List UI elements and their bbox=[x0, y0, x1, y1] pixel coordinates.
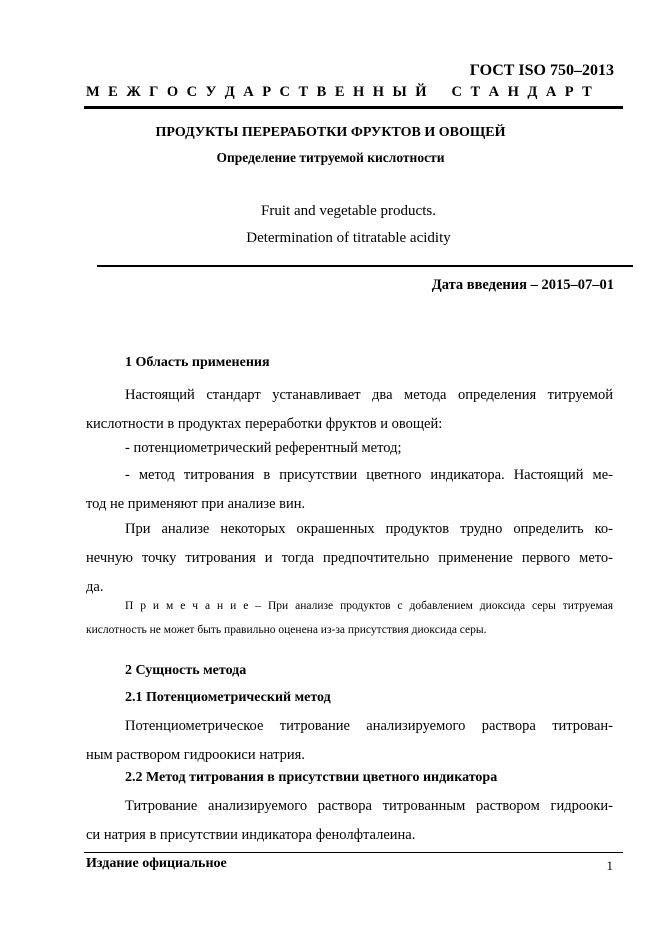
english-title-line2: Determination of titratable acidity bbox=[246, 230, 451, 246]
banner-letter: Н bbox=[352, 84, 365, 100]
effective-date: Дата введения – 2015–07–01 bbox=[431, 277, 614, 293]
banner-letter: Р bbox=[262, 84, 272, 100]
banner-letter: Д bbox=[527, 84, 538, 100]
text-line: Настоящий стандарт устанавливает два метода определения титруемой bbox=[125, 387, 613, 403]
banner-letter: А bbox=[243, 84, 254, 100]
section-1-heading: 1 Область применения bbox=[125, 355, 270, 370]
section-2-2-text bbox=[86, 792, 613, 850]
banner-letter: С bbox=[279, 84, 291, 100]
banner-letter: А bbox=[488, 84, 500, 100]
banner-letter: Ж bbox=[126, 84, 141, 100]
section-2-2-heading: 2.2 Метод титрования в присутствии цветного индикатора bbox=[125, 770, 498, 785]
banner-letter: Д bbox=[224, 84, 235, 100]
text-line: тод не применяют при анализе вин. bbox=[86, 496, 306, 512]
banner-letter: Й bbox=[415, 84, 427, 100]
text-line: кислотности в продуктах переработки фруктов и овощей: bbox=[86, 416, 443, 432]
note-label: П р и м е ч а н и е bbox=[125, 600, 249, 612]
banner-letter: Т bbox=[298, 84, 309, 100]
page-number: 1 bbox=[606, 858, 613, 873]
text-line: да. bbox=[86, 579, 104, 595]
document-subtitle: Определение титруемой кислотности bbox=[216, 150, 445, 165]
footer-rule bbox=[84, 852, 623, 853]
banner-letter: Р bbox=[564, 84, 574, 100]
list-item-color-indicator bbox=[86, 461, 613, 519]
section-2-1-text bbox=[86, 712, 613, 770]
banner-letter: С bbox=[186, 84, 198, 100]
banner-letter: С bbox=[451, 84, 462, 100]
title-rule bbox=[97, 265, 633, 267]
banner-letter: Н bbox=[507, 84, 519, 100]
note-line-1 bbox=[86, 594, 613, 618]
text-line: нечную точку титрования и тогда предпочтительно применение первого мето- bbox=[86, 550, 613, 566]
section-2-1-heading: 2.1 Потенциометрический метод bbox=[125, 690, 331, 705]
banner-letter: Г bbox=[149, 84, 159, 100]
banner-letter: Н bbox=[372, 84, 385, 100]
text-line: Потенциометрическое титрование анализируемого раствора титрован- bbox=[125, 718, 613, 734]
banner-letter: Ы bbox=[392, 84, 407, 100]
banner-letter: А bbox=[545, 84, 557, 100]
header-rule bbox=[84, 106, 623, 109]
text-line: - метод титрования в присутствии цветного индикатора. Настоящий ме- bbox=[125, 467, 613, 483]
section-1-paragraph-1 bbox=[86, 381, 613, 439]
banner-letter: В bbox=[316, 84, 327, 100]
english-title-line1: Fruit and vegetable products. bbox=[261, 203, 436, 219]
note-line-2: кислотность не может быть правильно оценена из-за присутствия диоксида серы. bbox=[86, 624, 487, 636]
note bbox=[86, 594, 613, 642]
banner-letter: О bbox=[166, 84, 179, 100]
document-title: ПРОДУКТЫ ПЕРЕРАБОТКИ ФРУКТОВ И ОВОЩЕЙ bbox=[155, 125, 506, 140]
banner-letter: Е bbox=[334, 84, 345, 100]
list-item-potentiometric bbox=[86, 434, 613, 463]
banner-letter: М bbox=[86, 84, 100, 100]
text-line: - потенциометрический референтный метод; bbox=[125, 440, 402, 456]
banner-letter: Т bbox=[470, 84, 481, 100]
gost-number: ГОСТ ISO 750–2013 bbox=[469, 62, 614, 79]
banner-letter bbox=[435, 84, 443, 101]
text-line: ным раствором гидроокиси натрия. bbox=[86, 747, 305, 763]
note-text: – При анализе продуктов с добавлением диоксида серы титруемая bbox=[248, 600, 613, 612]
section-2-heading: 2 Сущность метода bbox=[125, 663, 247, 678]
edition-label: Издание официальное bbox=[86, 856, 227, 871]
text-line: си натрия в присутствии индикатора фенолфталеина. bbox=[86, 827, 416, 843]
text-line: Титрование анализируемого раствора титрованным раствором гидрооки- bbox=[125, 798, 613, 814]
banner-letter: Т bbox=[582, 84, 592, 100]
interstate-standard-banner bbox=[86, 84, 592, 101]
section-1-paragraph-2 bbox=[86, 515, 613, 602]
text-line: При анализе некоторых окрашенных продуктов трудно определить ко- bbox=[125, 521, 613, 537]
banner-letter: У bbox=[205, 84, 217, 100]
banner-letter: Е bbox=[108, 84, 118, 100]
